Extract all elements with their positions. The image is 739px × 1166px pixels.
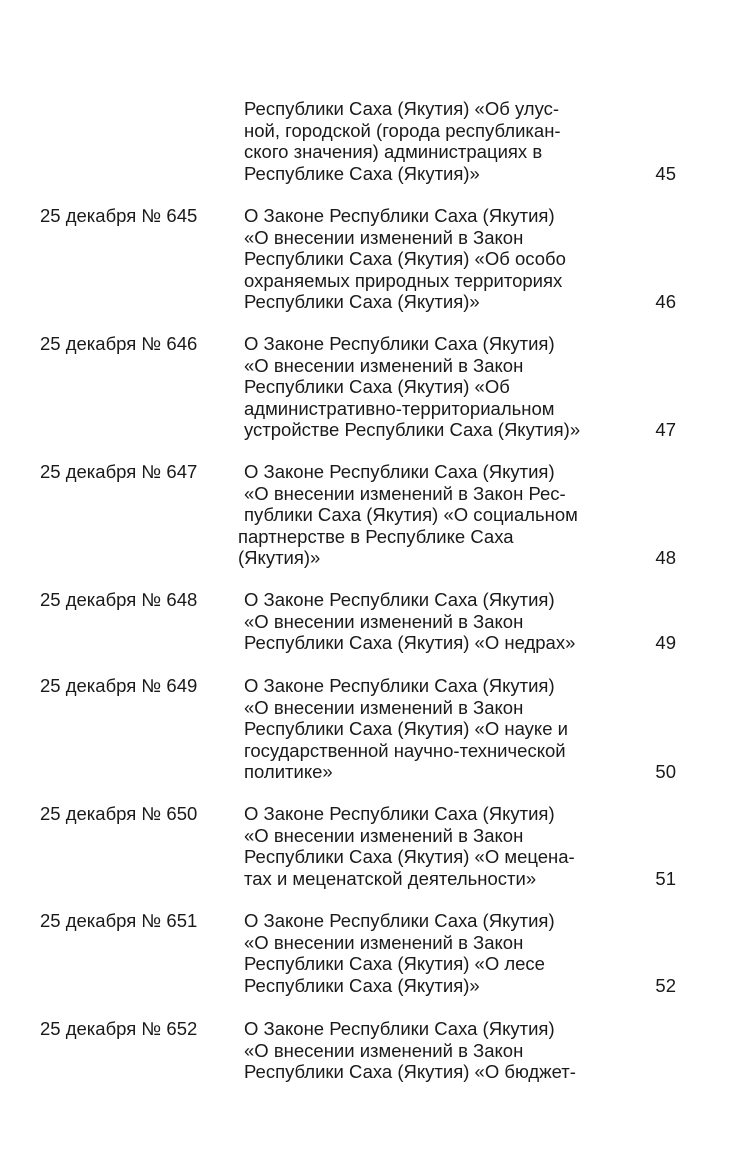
title-line: административно-территориальном bbox=[244, 397, 555, 419]
title-line: О Законе Республики Саха (Якутия) bbox=[244, 589, 555, 610]
title-line: Республики Саха (Якутия) «Об улус- bbox=[244, 98, 560, 119]
title-line: «О внесении изменений в Закон bbox=[244, 824, 524, 846]
page-number: 50 bbox=[655, 761, 676, 782]
entry-title bbox=[244, 910, 624, 996]
title-line: Республики Саха (Якутия) «О бюджет- bbox=[244, 1061, 576, 1082]
title-line: Республике Саха (Якутия)» bbox=[244, 162, 480, 184]
title-line: устройстве Республики Саха (Якутия)» bbox=[244, 419, 581, 440]
title-line: тах и меценатской деятельности» bbox=[244, 867, 537, 889]
title-line: О Законе Республики Саха (Якутия) bbox=[244, 803, 555, 824]
title-line: «О внесении изменений в Закон bbox=[244, 696, 524, 718]
title-line: «О внесении изменений в Закон bbox=[244, 931, 524, 953]
title-line: Республики Саха (Якутия) «О науке и bbox=[244, 718, 568, 739]
entry-title bbox=[244, 675, 624, 783]
page-number: 45 bbox=[655, 162, 676, 184]
entry-title bbox=[244, 803, 624, 889]
title-line: охраняемых природных территориях bbox=[244, 269, 563, 291]
title-line: О Законе Республики Саха (Якутия) bbox=[244, 910, 555, 931]
entry-title bbox=[244, 205, 624, 313]
title-line: Республики Саха (Якутия) «О лесе bbox=[244, 953, 545, 974]
title-line: «О внесении изменений в Закон bbox=[244, 354, 524, 376]
entry-title bbox=[244, 333, 624, 441]
title-line: «О внесении изменений в Закон bbox=[244, 1039, 524, 1061]
entry-date: 25 декабря № 650 bbox=[40, 803, 198, 824]
title-line: Республики Саха (Якутия)» bbox=[244, 974, 480, 996]
entry-title bbox=[244, 98, 624, 184]
title-line: О Законе Республики Саха (Якутия) bbox=[244, 461, 555, 482]
entry-title bbox=[244, 589, 624, 654]
title-line: «О внесении изменений в Закон Рес- bbox=[244, 482, 566, 504]
entry-date: 25 декабря № 648 bbox=[40, 589, 198, 610]
title-line: «О внесении изменений в Закон bbox=[244, 226, 524, 248]
page-number: 48 bbox=[655, 547, 676, 568]
entry-date: 25 декабря № 651 bbox=[40, 910, 198, 931]
title-line: «О внесении изменений в Закон bbox=[244, 610, 524, 632]
title-line: публики Саха (Якутия) «О социальном bbox=[244, 504, 578, 525]
title-line: Республики Саха (Якутия) «О мецена- bbox=[244, 846, 575, 867]
title-line: (Якутия)» bbox=[238, 547, 321, 568]
title-line: О Законе Республики Саха (Якутия) bbox=[244, 333, 555, 354]
entry-title bbox=[244, 1018, 624, 1083]
entry-date: 25 декабря № 645 bbox=[40, 205, 198, 226]
title-line: О Законе Республики Саха (Якутия) bbox=[244, 675, 555, 696]
page-number: 52 bbox=[655, 974, 676, 996]
title-line: ной, городской (города республикан- bbox=[244, 119, 561, 141]
title-line: государственной научно-технической bbox=[244, 739, 566, 761]
title-line: О Законе Республики Саха (Якутия) bbox=[244, 1018, 555, 1039]
title-line: Республики Саха (Якутия) «Об особо bbox=[244, 248, 566, 269]
page-number: 47 bbox=[655, 419, 676, 440]
page-number: 51 bbox=[655, 867, 676, 889]
entry-title bbox=[238, 461, 624, 569]
title-line: Республики Саха (Якутия) «Об bbox=[244, 376, 510, 397]
entry-date: 25 декабря № 646 bbox=[40, 333, 198, 354]
entry-date: 25 декабря № 652 bbox=[40, 1018, 198, 1039]
entry-date: 25 декабря № 649 bbox=[40, 675, 198, 696]
title-line: О Законе Республики Саха (Якутия) bbox=[244, 205, 555, 226]
title-line: Республики Саха (Якутия) «О недрах» bbox=[244, 632, 576, 653]
page-number: 49 bbox=[655, 632, 676, 653]
title-line: Республики Саха (Якутия)» bbox=[244, 291, 480, 312]
page-number: 46 bbox=[655, 291, 676, 312]
title-line: ского значения) администрациях в bbox=[244, 141, 543, 162]
entry-date: 25 декабря № 647 bbox=[40, 461, 198, 482]
title-line: партнерстве в Республике Саха bbox=[238, 525, 514, 547]
title-line: политике» bbox=[244, 761, 333, 782]
